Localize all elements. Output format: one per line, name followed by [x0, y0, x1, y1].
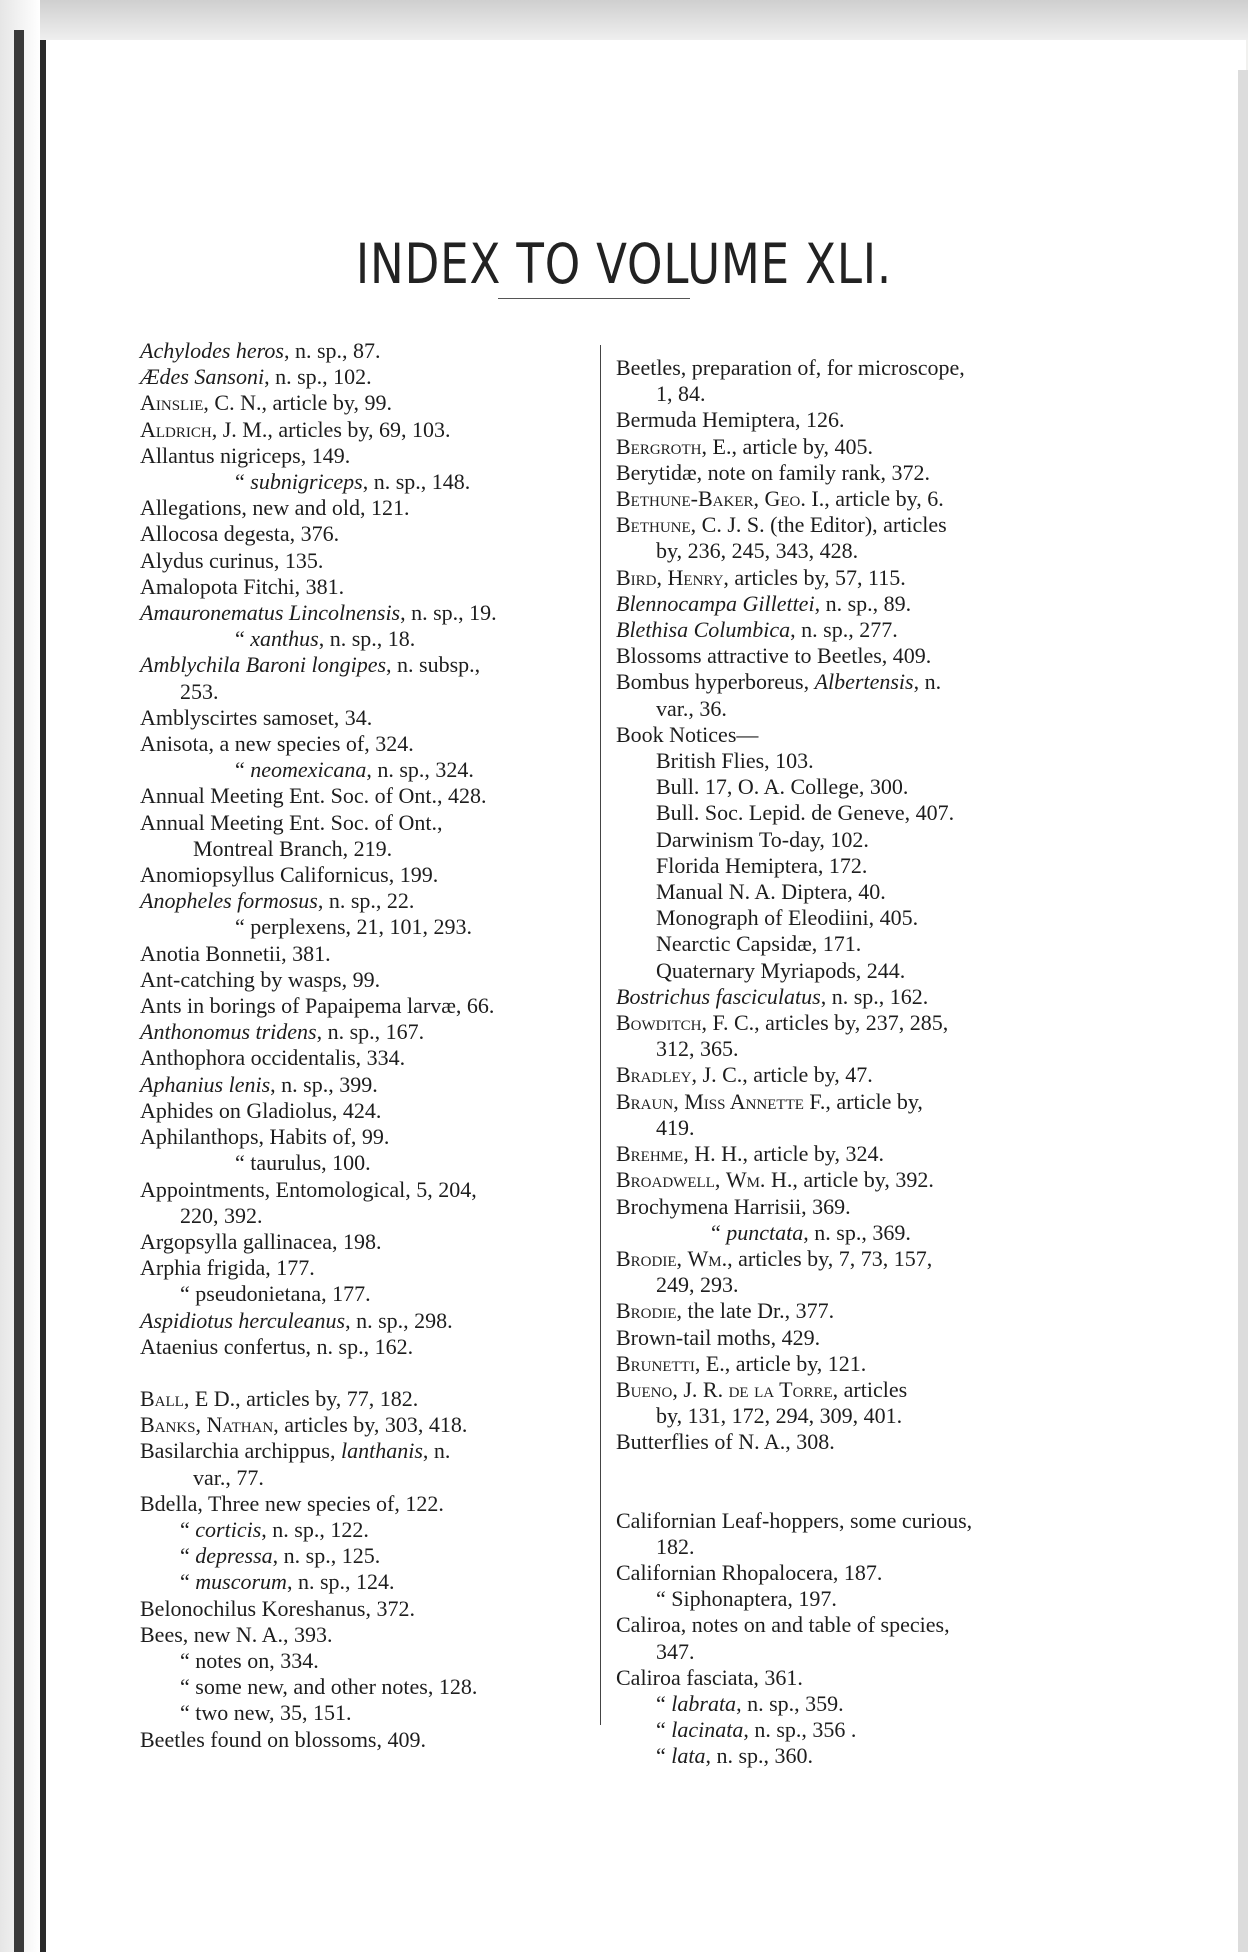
index-entry	[616, 931, 1096, 957]
index-entry	[616, 1036, 1096, 1062]
index-entry	[616, 905, 1096, 931]
index-entry-text: Butterflies of N. A., 308.	[616, 1429, 835, 1455]
index-entry-text: , H. H., article by, 324.	[683, 1141, 884, 1167]
index-entry-text: Miss Annette	[684, 1088, 804, 1114]
index-entry-text: F., article by,	[803, 1088, 923, 1114]
index-entry	[616, 722, 1096, 748]
index-entry-text: Brodie	[616, 1245, 677, 1271]
index-entry	[140, 1700, 600, 1726]
index-entry-text: Ainslie	[140, 390, 204, 416]
index-entry	[140, 836, 600, 862]
index-entry-text: 220, 392.	[180, 1202, 263, 1228]
index-entry-text: “	[180, 1569, 196, 1595]
index-entry-text: Bombus hyperboreus,	[616, 669, 815, 695]
index-entry-text: Ball	[140, 1385, 184, 1411]
index-entry-text: Monograph of Eleodiini, 405.	[656, 905, 919, 931]
index-entry-text: Bull. 17, O. A. College, 300.	[656, 774, 909, 800]
index-entry-text: Anomiopsyllus Californicus, 199.	[140, 862, 439, 888]
index-entry-text: Albertensis	[814, 669, 914, 695]
index-entry-text: punctata	[726, 1219, 804, 1245]
index-entry-text: Aphilanthops, Habits of, 99.	[140, 1124, 390, 1150]
index-entry-text: , n. sp., 277.	[790, 617, 898, 643]
index-entry-text: I., article by, 6.	[805, 486, 944, 512]
index-entry-text: “ notes on, 334.	[180, 1647, 319, 1673]
index-entry-text: ,	[656, 564, 668, 590]
index-entry-text: Wm.	[687, 1245, 728, 1271]
index-entry-text: , n. sp., 356 .	[743, 1717, 857, 1743]
index-entry	[616, 1115, 1096, 1141]
index-entry	[140, 390, 600, 416]
title-divider	[498, 298, 690, 299]
index-entry-text: Banks	[140, 1412, 196, 1438]
index-entry-text: , n. sp., 324.	[366, 757, 474, 783]
index-entry	[140, 574, 600, 600]
index-entry-text: , n. sp., 167.	[316, 1019, 425, 1045]
index-entry-text: “	[235, 626, 251, 652]
index-entry-text: “ pseudonietana, 177.	[180, 1281, 371, 1307]
index-entry-text: Annual Meeting Ent. Soc. of Ont., 428.	[140, 783, 487, 809]
index-entry-text: 312, 365.	[656, 1036, 739, 1062]
index-entry-text: , articles by, 303, 418.	[273, 1412, 468, 1438]
index-entry	[140, 443, 600, 469]
index-entry	[616, 1508, 1096, 1534]
index-entry-text: Brodie	[616, 1298, 677, 1324]
index-entry-text: “	[656, 1690, 672, 1716]
index-entry	[140, 731, 600, 757]
index-entry-text: Brown-tail moths, 429.	[616, 1324, 821, 1350]
index-entry	[616, 853, 1096, 879]
index-entry	[616, 1691, 1096, 1717]
index-entry-text: , n. sp., 359.	[736, 1690, 844, 1716]
index-entry-text: ,	[753, 486, 765, 512]
index-entry-text: Anthonomus tridens	[140, 1019, 317, 1045]
index-entry	[616, 460, 1096, 486]
index-entry-text: , n. sp., 125.	[272, 1543, 381, 1569]
index-entry-text: lata	[671, 1743, 706, 1769]
index-entry	[616, 958, 1096, 984]
index-entry-text: “	[235, 469, 251, 495]
index-entry-text: Ants in borings of Papaipema larvæ, 66.	[140, 993, 495, 1019]
index-entry-text: , articles by, 57, 115.	[723, 564, 906, 590]
index-entry-text: lacinata	[671, 1717, 744, 1743]
index-entry-text: , n. sp., 369.	[803, 1219, 911, 1245]
index-entry	[140, 1622, 600, 1648]
index-entry	[616, 1403, 1096, 1429]
index-entry-text: , n. sp., 148.	[362, 469, 471, 495]
index-entry-text: Florida Hemiptera, 172.	[656, 852, 868, 878]
index-entry-text: Wm.	[725, 1167, 766, 1193]
index-entry-text: ,	[714, 1167, 726, 1193]
index-entry-text: Quaternary Myriapods, 244.	[656, 957, 906, 983]
index-entry-text: lanthanis	[341, 1438, 423, 1464]
index-entry	[140, 1177, 600, 1203]
index-entry-text: Book Notices—	[616, 721, 759, 747]
index-entry-text: Nathan	[206, 1412, 274, 1438]
index-entry-text: subnigriceps	[250, 469, 363, 495]
index-entry	[140, 548, 600, 574]
index-entry-text: Darwinism To-day, 102.	[656, 826, 869, 852]
index-entry-text: “	[180, 1543, 196, 1569]
index-entry-text: Achylodes heros	[140, 338, 284, 363]
index-entry-text: by, 236, 245, 343, 428.	[656, 538, 859, 564]
index-entry-text: , F. C., articles by, 237, 285,	[701, 1010, 949, 1036]
index-entry	[616, 1351, 1096, 1377]
index-entry-text: Amauronematus Lincolnensis	[140, 600, 401, 626]
index-entry	[616, 407, 1096, 433]
index-entry	[140, 626, 600, 652]
index-entry-text: Anisota, a new species of, 324.	[140, 731, 414, 757]
index-entry-text: Bergroth	[616, 433, 702, 459]
index-entry	[140, 1045, 600, 1071]
index-entry	[616, 538, 1096, 564]
index-entry-text: , n. sp., 102.	[264, 364, 372, 390]
index-entry-text: Braun	[616, 1088, 674, 1114]
index-entry	[616, 591, 1096, 617]
index-entry	[140, 1281, 600, 1307]
index-entry	[140, 1072, 600, 1098]
index-entry	[140, 914, 600, 940]
index-entry	[140, 1674, 600, 1700]
index-entry-text: Californian Leaf-hoppers, some curious,	[616, 1507, 973, 1533]
index-entry-text: Amalopota Fitchi, 381.	[140, 573, 345, 599]
index-entry-text: var., 36.	[656, 695, 727, 721]
index-entry-text: “	[235, 757, 251, 783]
index-entry-text: “ perplexens, 21, 101, 293.	[235, 914, 473, 940]
index-right-column	[616, 355, 1096, 1770]
index-entry-text: Amblyscirtes samoset, 34.	[140, 704, 373, 730]
index-entry	[140, 1203, 600, 1229]
index-entry	[616, 355, 1096, 381]
index-entry-text: , n. sp., 399.	[270, 1071, 378, 1097]
index-entry-text: Blennocampa Gillettei	[616, 590, 815, 616]
index-entry	[140, 757, 600, 783]
index-entry	[616, 1089, 1096, 1115]
index-entry-text: 249, 293.	[656, 1272, 739, 1298]
index-entry	[140, 679, 600, 705]
index-entry	[140, 1569, 600, 1595]
index-entry	[616, 774, 1096, 800]
index-entry	[616, 565, 1096, 591]
index-entry	[140, 1727, 600, 1753]
index-entry	[140, 1386, 600, 1412]
index-entry-text: , n. sp., 89.	[814, 590, 912, 616]
index-entry	[616, 1167, 1096, 1193]
index-entry-text: Annual Meeting Ent. Soc. of Ont.,	[140, 809, 443, 835]
index-entry-text: Nearctic Capsidæ, 171.	[656, 931, 862, 957]
index-entry-text: Aphides on Gladiolus, 424.	[140, 1097, 382, 1123]
index-entry	[616, 1325, 1096, 1351]
index-entry	[140, 600, 600, 626]
index-entry	[616, 1220, 1096, 1246]
index-entry	[140, 993, 600, 1019]
index-entry-text: muscorum	[195, 1569, 287, 1595]
index-entry-text: “	[656, 1743, 672, 1769]
index-entry	[616, 1560, 1096, 1586]
index-entry-text: , C. J. S. (the Editor), articles	[690, 512, 947, 538]
index-entry	[140, 1308, 600, 1334]
index-entry-text: Allegations, new and old, 121.	[140, 495, 410, 521]
index-entry-text: , n. sp., 18.	[318, 626, 416, 652]
index-entry	[140, 1150, 600, 1176]
index-entry-text: Californian Rhopalocera, 187.	[616, 1559, 883, 1585]
index-entry-text: 182.	[656, 1533, 695, 1559]
section-gap	[140, 1360, 600, 1386]
index-entry-text: Caliroa, notes on and table of species,	[616, 1612, 950, 1638]
index-entry-text: Beetles, preparation of, for microscope,	[616, 355, 965, 380]
index-entry-text: Arphia frigida, 177.	[140, 1255, 315, 1281]
index-entry	[616, 381, 1096, 407]
index-entry-text: Basilarchia archippus,	[140, 1438, 341, 1464]
index-entry-text: , n. sp., 122.	[261, 1516, 369, 1542]
index-entry-text: 1, 84.	[656, 381, 706, 407]
index-entry-text: , n. sp., 22.	[317, 888, 415, 914]
index-entry-text: Manual N. A. Diptera, 40.	[656, 879, 886, 905]
index-entry-text: Bostrichus fasciculatus	[616, 983, 821, 1009]
index-entry	[140, 783, 600, 809]
index-entry-text: xanthus	[250, 626, 319, 652]
index-entry-text: , n. sp., 19.	[400, 600, 497, 626]
index-entry	[616, 1429, 1096, 1455]
index-entry-text: “	[180, 1516, 196, 1542]
index-entry-text: , articles by, 7, 73, 157,	[727, 1245, 933, 1271]
index-entry-text: Anotia Bonnetii, 381.	[140, 940, 331, 966]
index-entry	[616, 1639, 1096, 1665]
index-entry-text: labrata	[671, 1690, 737, 1716]
index-entry-text: depressa	[195, 1543, 273, 1569]
index-entry	[616, 1717, 1096, 1743]
index-entry-text: , n.	[913, 669, 942, 695]
index-entry	[616, 1141, 1096, 1167]
index-entry	[616, 1272, 1096, 1298]
index-entry	[616, 1665, 1096, 1691]
index-entry	[140, 967, 600, 993]
index-entry-text: , E D., articles by, 77, 182.	[183, 1385, 419, 1411]
index-entry-text: , E., article by, 121.	[694, 1350, 867, 1376]
index-entry	[616, 984, 1096, 1010]
index-entry	[140, 1098, 600, 1124]
index-entry	[616, 1743, 1096, 1769]
scan-top-shadow	[0, 0, 1248, 40]
index-entry	[140, 1465, 600, 1491]
index-entry-text: , n. sp., 162.	[820, 983, 929, 1009]
index-entry-text: Berytidæ, note on family rank, 372.	[616, 459, 931, 485]
index-entry-text: var., 77.	[193, 1464, 264, 1490]
index-entry-text: Anopheles formosus	[140, 888, 318, 914]
index-entry	[616, 643, 1096, 669]
index-entry	[140, 1255, 600, 1281]
index-entry	[616, 1246, 1096, 1272]
index-entry-text: , J. M., articles by, 69, 103.	[211, 416, 451, 442]
index-entry	[140, 521, 600, 547]
index-entry	[616, 748, 1096, 774]
index-entry	[616, 1010, 1096, 1036]
index-entry-text: Bull. Soc. Lepid. de Geneve, 407.	[656, 800, 955, 826]
index-entry	[616, 1194, 1096, 1220]
index-entry	[140, 1334, 600, 1360]
index-entry-text: Broadwell	[616, 1167, 715, 1193]
section-gap	[616, 1456, 1096, 1508]
index-entry-text: , n. subsp.,	[386, 652, 481, 678]
index-entry	[616, 827, 1096, 853]
index-entry	[140, 417, 600, 443]
index-entry-text: , C. N., article by, 99.	[203, 390, 392, 416]
index-entry-text: Blethisa Columbica	[616, 617, 791, 643]
index-entry-text: Caliroa fasciata, 361.	[616, 1664, 803, 1690]
index-entry	[616, 1534, 1096, 1560]
index-entry	[140, 810, 600, 836]
index-entry-text: Brochymena Harrisii, 369.	[616, 1193, 851, 1219]
index-left-column	[140, 338, 600, 1753]
index-entry	[616, 617, 1096, 643]
index-entry	[616, 1612, 1096, 1638]
index-entry-text: Anthophora occidentalis, 334.	[140, 1045, 406, 1071]
index-entry-text: , J. R.	[672, 1376, 729, 1402]
index-entry-text: Bermuda Hemiptera, 126.	[616, 407, 845, 433]
index-entry-text: Bees, new N. A., 393.	[140, 1621, 333, 1647]
index-entry-text: neomexicana	[250, 757, 367, 783]
index-entry	[140, 1019, 600, 1045]
index-entry-text: Argopsylla gallinacea, 198.	[140, 1228, 382, 1254]
index-entry-text: de la Torre	[728, 1376, 833, 1402]
index-entry-text: Brunetti	[616, 1350, 695, 1376]
index-entry-text: “ taurulus, 100.	[235, 1150, 371, 1176]
index-entry-text: “	[656, 1717, 672, 1743]
index-entry-text: “ two new, 35, 151.	[180, 1700, 352, 1726]
index-entry-text: Allantus nigriceps, 149.	[140, 442, 351, 468]
index-entry-text: corticis	[195, 1516, 262, 1542]
index-entry-text: , E., article by, 405.	[701, 433, 873, 459]
index-entry-text: Geo.	[764, 486, 806, 512]
index-entry	[616, 800, 1096, 826]
index-entry	[140, 1543, 600, 1569]
index-entry	[140, 1229, 600, 1255]
index-entry	[140, 1648, 600, 1674]
index-entry	[616, 512, 1096, 538]
index-entry	[140, 495, 600, 521]
index-entry-text: by, 131, 172, 294, 309, 401.	[656, 1403, 903, 1429]
index-entry	[140, 1517, 600, 1543]
index-entry-text: Bird	[616, 564, 657, 590]
index-entry	[140, 338, 600, 364]
index-entry-text: Ant-catching by wasps, 99.	[140, 966, 381, 992]
index-entry	[616, 1377, 1096, 1403]
index-entry-text: ,	[195, 1412, 207, 1438]
index-entry	[616, 696, 1096, 722]
index-entry	[140, 652, 600, 678]
index-entry	[616, 434, 1096, 460]
index-entry-text: Blossoms attractive to Beetles, 409.	[616, 643, 932, 669]
index-entry-text: , n.	[422, 1438, 451, 1464]
index-entry	[616, 669, 1096, 695]
index-entry-text: Bethune	[616, 512, 691, 538]
index-entry	[140, 364, 600, 390]
index-entry-text: “ some new, and other notes, 128.	[180, 1674, 478, 1700]
index-entry-text: ,	[673, 1088, 685, 1114]
index-entry-text: “ Siphonaptera, 197.	[656, 1586, 837, 1612]
index-entry-text: Allocosa degesta, 376.	[140, 521, 340, 547]
index-entry	[140, 1438, 600, 1464]
index-entry-text: Ædes Sansoni	[140, 364, 265, 390]
index-entry	[140, 862, 600, 888]
index-entry-text: , the late Dr., 377.	[676, 1298, 835, 1324]
index-entry	[616, 486, 1096, 512]
index-entry-text: “	[711, 1219, 727, 1245]
index-entry-text: 253.	[180, 678, 219, 704]
scan-right-edge	[1238, 70, 1248, 1952]
index-entry	[140, 1124, 600, 1150]
index-entry-text: , n. sp., 124.	[286, 1569, 395, 1595]
index-entry-text: Brehme	[616, 1141, 684, 1167]
index-entry-text: , articles	[832, 1376, 908, 1402]
index-entry-text: Amblychila Baroni longipes	[140, 652, 387, 678]
index-entry-text: Ataenius confertus, n. sp., 162.	[140, 1333, 414, 1359]
index-entry-text: Belonochilus Koreshanus, 372.	[140, 1595, 415, 1621]
index-entry-text: Aphanius lenis	[140, 1071, 271, 1097]
index-entry	[140, 469, 600, 495]
index-entry-text: , n. sp., 87.	[283, 338, 381, 363]
index-entry-text: Montreal Branch, 219.	[193, 835, 393, 861]
page-title: INDEX TO VOLUME XLI.	[355, 231, 893, 296]
index-entry-text: Bueno	[616, 1376, 673, 1402]
column-divider	[600, 345, 601, 1725]
index-entry-text: Appointments, Entomological, 5, 204,	[140, 1176, 477, 1202]
index-entry-text: H., article by, 392.	[765, 1167, 934, 1193]
index-entry	[616, 879, 1096, 905]
index-entry-text: , n. sp., 298.	[345, 1307, 453, 1333]
index-entry-text: Aldrich	[140, 416, 212, 442]
index-entry	[140, 888, 600, 914]
index-entry-text: Bowditch	[616, 1010, 702, 1036]
index-entry	[140, 705, 600, 731]
index-entry-text: 347.	[656, 1638, 695, 1664]
index-entry	[616, 1062, 1096, 1088]
index-entry-text: British Flies, 103.	[656, 748, 814, 774]
index-entry-text: Alydus curinus, 135.	[140, 547, 324, 573]
index-entry-text: Beetles found on blossoms, 409.	[140, 1726, 426, 1752]
index-entry-text: Bdella, Three new species of, 122.	[140, 1490, 444, 1516]
index-entry-text: ,	[676, 1245, 688, 1271]
index-entry-text: Henry	[667, 564, 724, 590]
index-entry-text: , n. sp., 360.	[705, 1743, 814, 1769]
index-entry	[140, 1596, 600, 1622]
index-entry	[616, 1586, 1096, 1612]
index-entry-text: Bradley	[616, 1062, 692, 1088]
index-entry-text: , J. C., article by, 47.	[691, 1062, 873, 1088]
index-entry-text: 419.	[656, 1114, 695, 1140]
index-entry	[140, 941, 600, 967]
index-entry-text: Bethune-Baker	[616, 486, 754, 512]
page-binding-edge	[14, 30, 24, 1952]
index-entry	[140, 1491, 600, 1517]
index-entry-text: Aspidiotus herculeanus	[140, 1307, 346, 1333]
index-entry	[616, 1298, 1096, 1324]
index-entry	[140, 1412, 600, 1438]
